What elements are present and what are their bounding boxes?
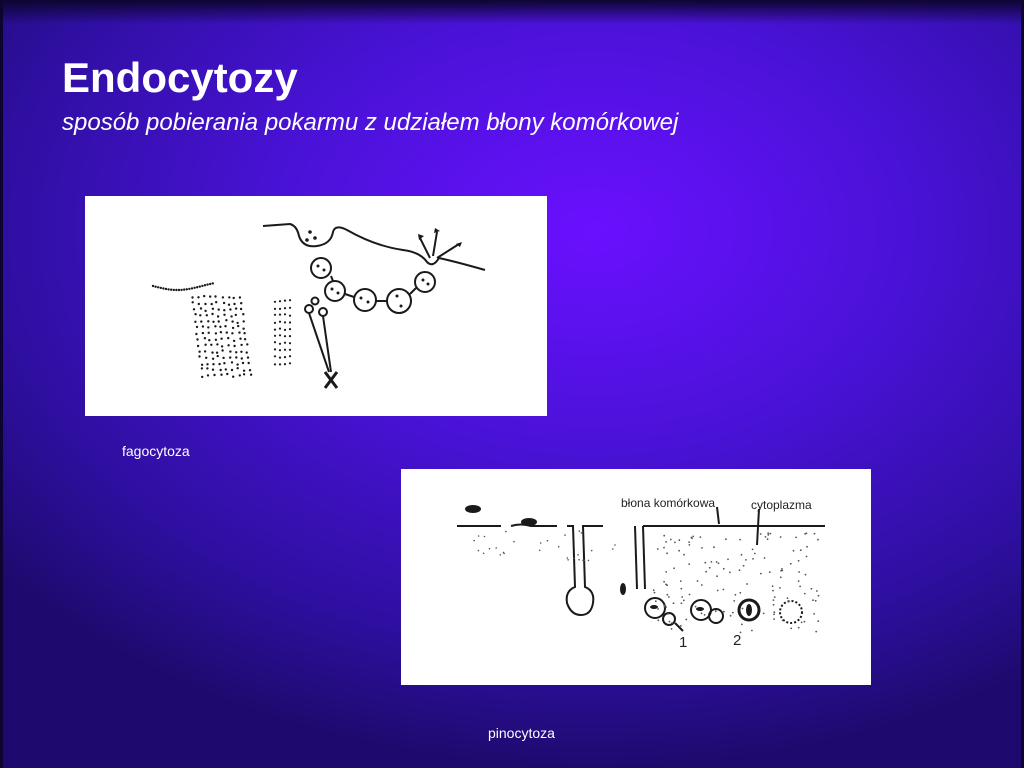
top-shadow xyxy=(0,0,1024,24)
phagocytosis-caption: fagocytoza xyxy=(122,443,190,459)
pinocytosis-figure xyxy=(401,469,871,685)
slide-title: Endocytozy xyxy=(62,54,298,101)
membrane-label: błona komórkowa xyxy=(621,496,716,510)
left-edge xyxy=(0,0,3,768)
slide-subtitle: sposób pobierania pokarmu z udziałem błony komórkowej xyxy=(62,109,679,136)
cytoplasm-dots xyxy=(473,530,819,633)
phagocytosis-drawing xyxy=(85,196,547,416)
cytoplasm-label: cytoplazma xyxy=(751,498,812,512)
pinocytosis-drawing xyxy=(401,469,871,685)
phagocytosis-figure xyxy=(85,196,547,416)
marker-2-label: 2 xyxy=(733,632,742,649)
cell-striations xyxy=(152,282,291,378)
pinocytosis-caption: pinocytoza xyxy=(488,725,555,741)
marker-1-label: 1 xyxy=(679,634,688,651)
